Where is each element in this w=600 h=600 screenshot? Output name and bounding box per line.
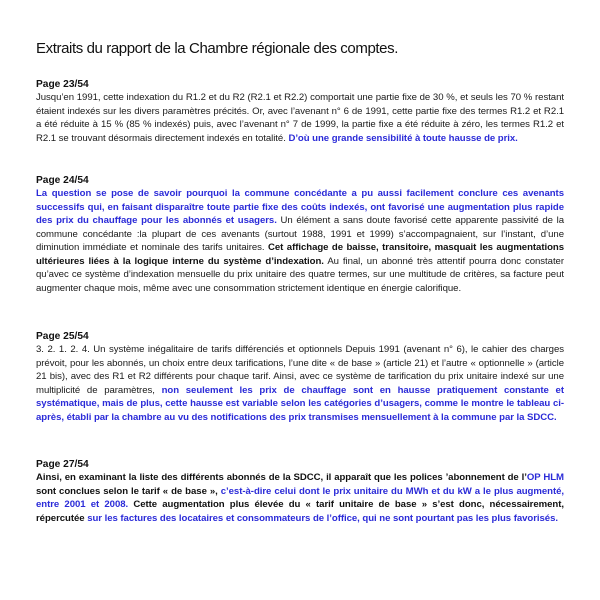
highlighted-text: sur les factures des locataires et consommateurs de l’office, qui ne sont pourtant pas les plus favorisés.: [87, 512, 558, 524]
highlighted-text: OP HLM: [526, 472, 565, 483]
text-run: 3. 2. 1. 2. 4. Un système inégalitaire de tarifs différenciés et optionnels Depuis 1991 (avenant n° 6), le cahier des charges prévoit, pour les abonnés, un choix entre deux tarifications, l’une dite « de base » (article 21) et l’autre « optionnelle » (article 21 bis), avec des R1 et R2 différents pour chaque tarif. Ainsi, avec ce système de tarification du prix unitaire indexé sur une multiplicité de paramètres,: [36, 344, 564, 396]
bold-text: Cette augmentation plus élevée du « tarif unitaire de base » s’est donc, nécessairement, répercutée: [36, 499, 564, 524]
bold-text: Ainsi, en examinant la liste des différents abonnés de la SDCC, il apparaît que les polices ’abonnement de l’: [36, 472, 527, 483]
bold-text: sont conclues selon le tarif « de base »,: [36, 485, 221, 497]
excerpt-page-24: [36, 175, 564, 295]
highlighted-text: La question se pose de savoir pourquoi la commune concédante a pu aussi facilement conclure ces avenants successifs qui, en faisant disparaître toute partie fixe des coûts indexés, ont favorisé une augmentation plus rapide des prix du chauffage pour les abonnés et usagers.: [36, 188, 564, 226]
section-heading: Page 25/54: [36, 331, 89, 342]
highlighted-text: D’où une grande sensibilité à toute hausse de prix.: [288, 132, 518, 144]
section-body: [36, 91, 564, 145]
excerpt-page-27: [36, 459, 564, 525]
section-heading: Page 24/54: [36, 175, 89, 186]
text-run: Au final, un abonné très attentif pourra donc constater qu’avec ce système d’indexation mensuelle du prix unitaire des quatre termes, sur une multitude de critères, sa facture peut augmenter chaque mois, même avec une consommation strictement identique en énergie calorifique.: [36, 255, 564, 294]
highlighted-text: c’est-à-dire celui dont le prix unitaire du MWh et du kW a le plus augmenté, entre 2001 et 2008.: [36, 485, 564, 510]
document-title: Extraits du rapport de la Chambre régionale des comptes.: [36, 40, 398, 57]
section-heading: Page 23/54: [36, 79, 89, 90]
section-heading: Page 27/54: [36, 459, 89, 470]
section-body: [36, 187, 564, 295]
text-run: Jusqu’en 1991, cette indexation du R1.2 et du R2 (R2.1 et R2.2) comportait une partie fixe de 30 %, et seuls les 70 % restant étaient indexés sur les divers paramètres précités. Or, avec l’avenant n° 6 de 1991, cette partie fixe des termes R1.2 et R2.1 a été réduite à 15 % (85 % indexés) puis, avec l’avenant n° 7 de 1999, la partie fixe a été réduite à zéro, les termes R1.2 et R2.1 se trouvant désormais directement indexés en totalité.: [36, 92, 564, 144]
section-body: [36, 343, 564, 424]
excerpt-page-25: [36, 331, 564, 424]
bold-text: Cet affichage de baisse, transitoire, masquait les augmentations ultérieures liées à la logique interne du système d’indexation.: [36, 242, 565, 267]
excerpt-page-23: [36, 79, 564, 145]
text-run: Un élément a sans doute favorisé cette apparente passivité de la commune concédante :la plupart de ces avenants (surtout 1988, 1991 et 1999) s’accompagnaient, sur l’instant, d’une diminution immédiate et nominale des tarifs unitaires.: [36, 215, 564, 253]
highlighted-text: non seulement les prix de chauffage sont en hausse pratiquement constante et systématique, mais de plus, cette hausse est variable selon les catégories d’usagers, comme le montre le tableau ci-après, établi par la chambre au vu des notifications des prix transmises mensuellement à la commune par la SDCC.: [36, 384, 564, 423]
section-body: [36, 471, 564, 525]
